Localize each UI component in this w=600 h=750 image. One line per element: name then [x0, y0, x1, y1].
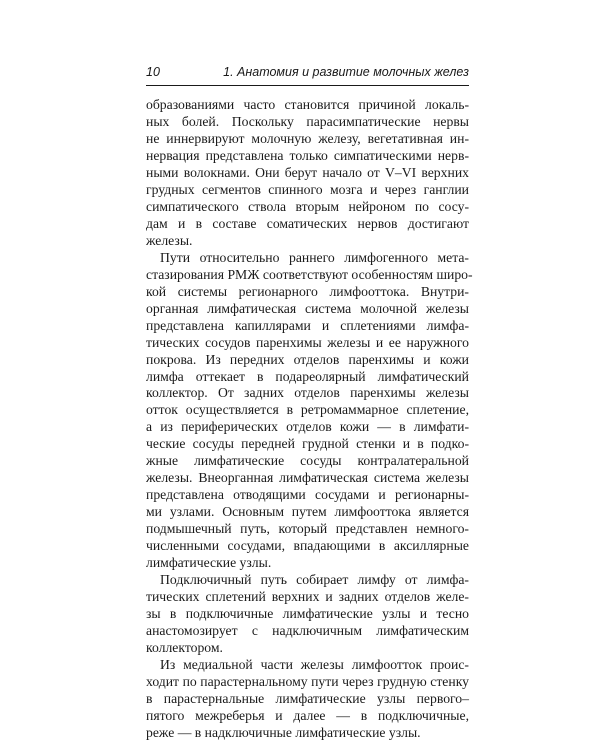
text-line: тических сосудов паренхимы железы и ее наружного: [146, 334, 469, 350]
text-line: железы. Внеорганная лимфатическая система железы: [146, 470, 469, 486]
text-line: пятого межреберья и далее — в подключичные,: [146, 707, 469, 723]
text-line: представлена отводящими сосудами и регионарны-: [146, 487, 469, 503]
text-line: покрова. Из передних отделов паренхимы и кожи: [146, 351, 469, 367]
text-line: анастомозирует с надключичным лимфатическим: [146, 623, 469, 639]
text-line: нервация представлена только симпатическими нерв-: [146, 147, 469, 163]
text-line: Из медиальной части железы лимфоотток проис-: [160, 656, 469, 672]
text-line: тических сплетений верхних и задних отделов желе-: [146, 589, 469, 605]
text-line: образованиями часто становится причиной локаль-: [146, 97, 469, 112]
text-line: кой системы регионарного лимфооттока. Внутри-: [146, 283, 469, 299]
text-line: ными волокнами. Они берут начало от V–VI верхних: [146, 164, 469, 180]
text-line: зы в подключичные лимфатические узлы и тесно: [146, 606, 469, 622]
text-line: железы.: [146, 232, 193, 248]
paragraph: [146, 572, 469, 657]
text-line: реже — в надключичные лимфатические узлы.: [146, 724, 421, 740]
text-line: дам и в составе соматических нервов достигают: [146, 215, 469, 231]
text-line: коллектор. От задних отделов паренхимы железы: [146, 385, 469, 401]
text-line: отток осуществляется в ретромаммарное сплетение,: [146, 402, 469, 418]
header-rule: [146, 85, 469, 86]
body-text: [146, 97, 473, 742]
running-title: 1. Анатомия и развитие молочных желез: [223, 65, 469, 79]
text-line: Пути относительно раннего лимфогенного мета-: [160, 249, 469, 265]
text-line: симпатического ствола вторым нейроном по сосу-: [146, 198, 469, 214]
text-line: ходит по парастернальному пути через грудную стенку: [146, 673, 469, 689]
text-line: стазирования РМЖ соответствуют особенностям широ-: [146, 266, 473, 282]
text-line: представлена капиллярами и сплетениями лимфа-: [146, 317, 469, 333]
paragraph: [146, 249, 473, 572]
text-line: Подключичный путь собирает лимфу от лимфа-: [160, 572, 469, 588]
text-line: ных болей. Поскольку парасимпатические нервы: [146, 113, 469, 129]
paragraph: [146, 657, 469, 742]
running-head: [146, 63, 469, 87]
text-line: лимфатические узлы.: [146, 555, 272, 571]
text-line: лимфа оттекает в подареолярный лимфатический: [146, 368, 469, 384]
text-line: в парастернальные лимфатические узлы первого–: [146, 690, 469, 706]
page-number: 10: [146, 65, 160, 79]
text-line: ми узлами. Основным путем лимфооттока является: [146, 504, 469, 520]
paragraph: [146, 97, 469, 250]
text-line: органная лимфатическая система молочной железы: [146, 300, 469, 316]
text-line: грудных сегментов спинного мозга и через ганглии: [146, 181, 469, 197]
text-line: а из периферических отделов кожи — в лимфати-: [146, 419, 469, 435]
text-line: численными сосудами, впадающими в аксиллярные: [146, 538, 469, 554]
text-line: жные лимфатические сосуды контралатеральной: [146, 453, 469, 469]
text-line: ческие сосуды передней грудной стенки и в подко-: [146, 436, 469, 452]
text-line: не иннервируют молочную железу, вегетативная ин-: [146, 130, 469, 146]
text-line: подмышечный путь, который представлен немного-: [146, 521, 469, 537]
text-line: коллектором.: [146, 640, 223, 655]
